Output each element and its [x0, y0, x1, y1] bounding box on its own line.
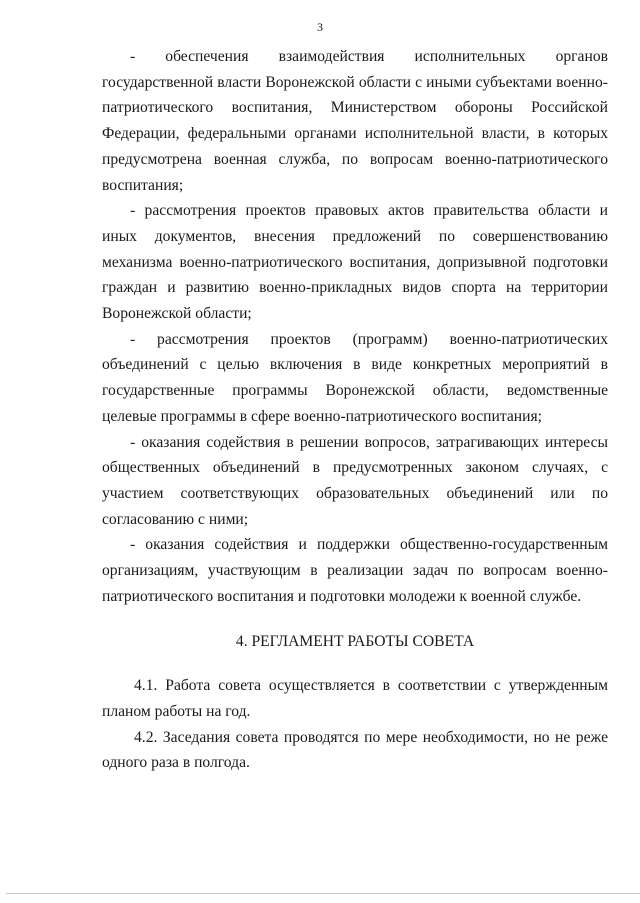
section-heading: 4. РЕГЛАМЕНТ РАБОТЫ СОВЕТА: [235, 633, 475, 651]
paragraph-review-projects: - рассмотрения проектов (программ) военно-патриотических объединений с целью включения в виде конкретных мероприятий в государственные программы Воронежской области, ведомственные целевые программы в сфере военно-патриотического воспитания;: [102, 330, 608, 425]
paragraph-assistance-support: - оказания содействия и поддержки общественно-государственным организациям, участвующим в реализации задач по вопросам военно-патриотического воспитания и подготовки молодежи к военной службе.: [102, 536, 608, 605]
paragraph-coordination: - обеспечения взаимодействия исполнительных органов государственной власти Воронежской области с иными субъектами военно-патриотического воспитания, Министерством обороны Российской Федерации, федеральными органами исполнительной власти, в которых предусмотрена военная служба, по вопросам военно-патриотического воспитания;: [102, 48, 608, 194]
page-bottom-edge: [6, 893, 640, 894]
page-number: 3: [317, 20, 323, 34]
section-item-4-2: 4.2. Заседания совета проводятся по мере необходимости, но не реже одного раза в полгода.: [102, 728, 608, 772]
document-body: [102, 44, 608, 776]
section-item-4-1: 4.1. Работа совета осуществляется в соответствии с утвержденным планом работы на год.: [102, 677, 608, 720]
paragraph-review-drafts: - рассмотрения проектов правовых актов правительства области и иных документов, внесения предложений по совершенствованию механизма военно-патриотического воспитания, допризывной подготовки граждан и развитию военно-прикладных видов спорта на территории Воронежской области;: [102, 202, 608, 323]
paragraph-assistance-issues: - оказания содействия в решении вопросов, затрагивающих интересы общественных объединений в предусмотренных законом случаях, с участием соответствующих образовательных объединений или по согласованию с ними;: [102, 433, 608, 528]
